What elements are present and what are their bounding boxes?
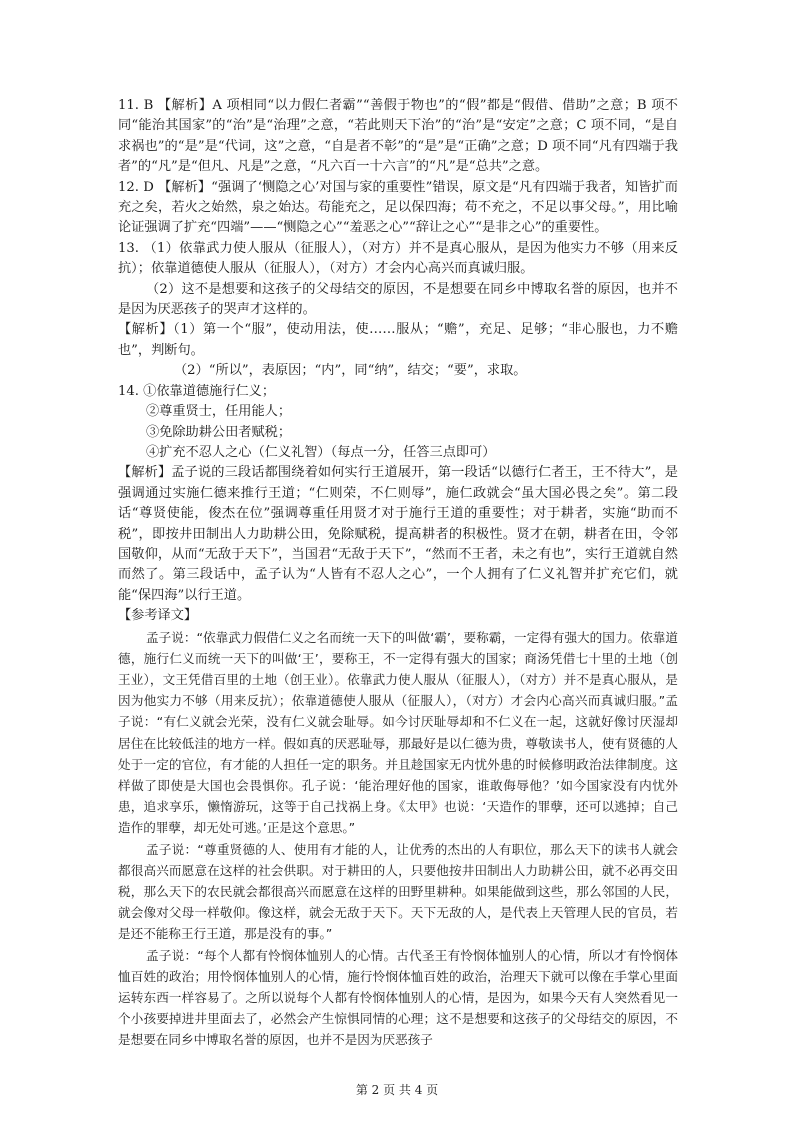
reference-translation — [118, 627, 678, 1051]
answer-12: 12. D 【解析】“强调了‘恻隐之心’对国与家的重要性”错误，原文是“凡有四端于我者，知皆扩而充之矣，若火之始然，泉之始达。苟能充之，足以保四海；苟不充之，不足以事父母。”，用比喻论证强调了扩充“四端”——“恻隐之心”“羞恶之心”“辞让之心”“是非之心”的重要性。 — [118, 179, 678, 236]
page-number: 第 2 页 共 4 页 — [355, 1083, 439, 1097]
answer-14-item: ④扩充不忍人之心（仁义礼智）（每点一分，任答三点即可） — [146, 444, 496, 460]
answer-11: 11. B 【解析】A 项相同“以力假仁者霸”“善假于物也”的“假”都是“假借、借助”之意；B 项不同“能治其国家”的“治”是“治理”之意，“若此则天下治”的“治”是“安定”之意；C 项不同，“是自求祸也”的“是”是“代词，这”之意，“自是者不彰”的“是”是“正确”之意；D 项不同“凡有四端于我者”的“凡”是“但凡、凡是”之意，“凡六百一十六言”的“凡”是“总共”之意。 — [118, 98, 678, 175]
translation-paragraph: 孟子说：“依靠武力假借仁义之名而统一天下的叫做‘霸’，要称霸，一定得有强大的国力。依靠道德，施行仁义而统一天下的叫做‘王’，要称王，不一定得有强大的国家；商汤凭借七十里的土地（创王业），文王凭借百里的土地（创王业）。依靠武力使人服从（征服人），（对方）并不是真心服从，是因为他实力不够（用来反抗）；依靠道德使人服从（征服人），（对方）才会内心高兴而真诚归服。”孟子说：“有仁义就会光荣，没有仁义就会耻辱。如今讨厌耻辱却和不仁义在一起，这就好像讨厌湿却居住在比较低洼的地方一样。假如真的厌恶耻辱，那最好是以仁德为贵，尊敬读书人，使有贤德的人处于一定的官位，有才能的人担任一定的职务。并且趁国家无内忧外患的时候修明政治法律制度。这样做了即使是大国也会畏惧你。孔子说：‘能治理好他的国家，谁敢侮辱他？’如今国家没有内忧外患，追求享乐，懒惰游玩，这等于自己找祸上身。《太甲》也说：‘天造作的罪孽，还可以逃掉；自己造作的罪孽，却无处可逃。’正是这个意思。” — [118, 629, 678, 836]
translation-heading: 【参考译文】 — [118, 608, 198, 624]
answer-13-part2: （2）这不是想要和这孩子的父母结交的原因，不是想要在同乡中博取名誉的原因，也并不是因为厌恶孩子的哭声才这样的。 — [118, 281, 678, 318]
answer-content — [118, 96, 678, 1051]
answer-14-item: ③免除助耕公田者赋税； — [146, 424, 292, 440]
answer-14-analysis: 【解析】孟子说的三段话都围绕着如何实行王道展开，第一段话“以德行仁者王，王不待大”，是强调通过实施仁德来推行王道；“仁则荣，不仁则辱”，施仁政就会“虽大国必畏之矣”。第二段话“尊贤使能，俊杰在位”强调尊重任用贤才对于施行王道的重要性；对于耕者，实施“助而不税”，即按井田制出人力助耕公田，免除赋税，提高耕者的积极性。贤才在朝，耕者在田，令邻国敬仰，从而“无敌于天下”，当国君“无敌于天下”，“然而不王者，未之有也”，实行王道就自然而然了。第三段话中，孟子认为“人皆有不忍人之心”，一个人拥有了仁义礼智并扩充它们，就能“保四海”以行王道。 — [118, 465, 678, 603]
answer-14-head: 14. ①依靠道德施行仁义； — [118, 383, 276, 399]
answer-13-analysis-1: 【解析】（1）第一个“服”，使动用法，使……服从；“赡”，充足、足够；“非心服也，力不赡也”，判断句。 — [118, 322, 678, 358]
answer-13-analysis-2: （2）“所以”，表原因；“内”，同“纳”，结交；“要”，求取。 — [174, 363, 527, 379]
answer-14-item: ②尊重贤士，任用能人； — [146, 404, 292, 420]
translation-paragraph: 孟子说：“每个人都有怜悯体恤别人的心情。古代圣王有怜悯体恤别人的心情，所以才有怜悯体恤百姓的政治；用怜悯体恤别人的心情，施行怜悯体恤百姓的政治，治理天下就可以像在手掌心里面运转东西一样容易了。之所以说每个人都有怜悯体恤别人的心情，是因为，如果今天有人突然看见一个小孩要掉进井里面去了，必然会产生惊惧同情的心理；这不是想要和这孩子的父母结交的原因，不是想要在同乡中博取名誉的原因，也并不是因为厌恶孩子 — [118, 947, 678, 1048]
answer-13-part1: 13. （1）依靠武力使人服从（征服人），（对方）并不是真心服从，是因为他实力不够（用来反抗）；依靠道德使人服从（征服人），（对方）才会内心高兴而真诚归服。 — [118, 240, 678, 277]
translation-paragraph: 孟子说：“尊重贤德的人、使用有才能的人，让优秀的杰出的人有职位，那么天下的读书人就会都很高兴而愿意在这样的社会供职。对于耕田的人，只要他按井田制出人力助耕公田，就不必再交田税，那么天下的农民就会都很高兴而愿意在这样的田野里耕种。如果能做到这些，那么邻国的人民，就会像对父母一样敬仰。像这样，就会无敌于天下。天下无敌的人，是代表上天管理人民的官员，若是还不能称王行王道，那是没有的事。” — [118, 841, 678, 942]
